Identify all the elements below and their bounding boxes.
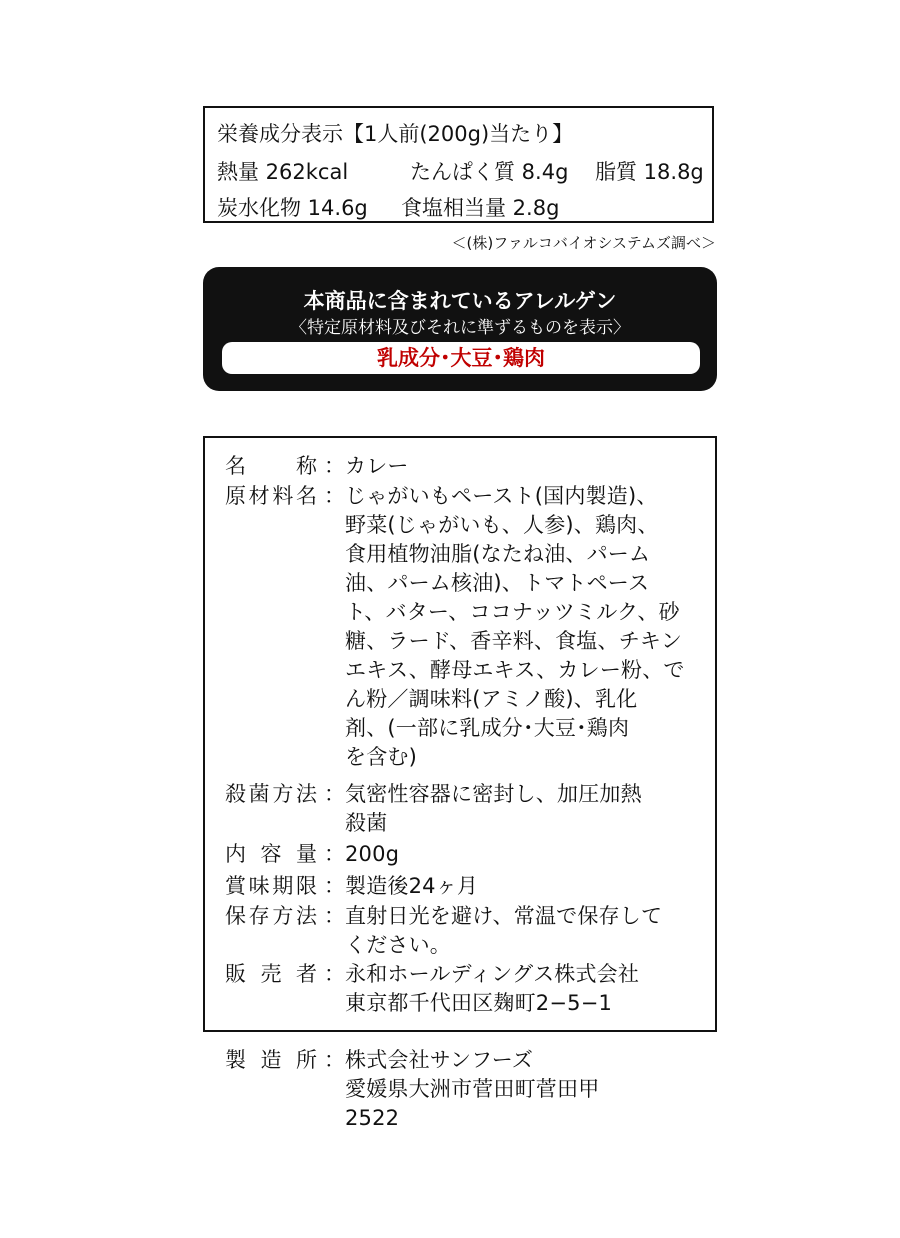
info-colon: ：	[324, 962, 345, 986]
manufacturer-colon: ：	[324, 1048, 345, 1072]
info-label: 賞 味 期 限	[225, 874, 317, 898]
manufacturer-value: 株式会社サンフーズ 愛媛県大洲市菅田町菅田甲 2522	[345, 1048, 600, 1130]
nutrition-protein: たんぱく質 8.4g	[410, 160, 569, 184]
info-value: 200g	[345, 842, 400, 866]
allergen-subtitle: 〈特定原材料及びそれに準ずるものを表示〉	[290, 318, 630, 338]
allergen-title: 本商品に含まれているアレルゲン	[303, 289, 617, 313]
info-label: 内 容 量	[225, 842, 317, 866]
info-value: 気密性容器に密封し、加圧加熱 殺菌	[345, 782, 642, 835]
info-label: 販 売 者	[225, 962, 317, 986]
info-label: 名 称	[225, 454, 317, 478]
info-colon: ：	[324, 484, 345, 508]
info-colon: ：	[324, 874, 345, 898]
info-value: カレー	[345, 454, 409, 478]
info-value: 製造後24ヶ月	[345, 874, 479, 898]
info-value: 直射日光を避け、常温で保存して ください。	[345, 904, 663, 957]
nutrition-salt: 食塩相当量 2.8g	[401, 196, 560, 220]
nutrition-heading: 栄養成分表示【1人前(200g)当たり】	[217, 122, 574, 146]
info-label: 殺 菌 方 法	[225, 782, 317, 806]
nutrition-facts-box	[203, 106, 714, 223]
info-label: 保 存 方 法	[225, 904, 317, 928]
info-colon: ：	[324, 842, 345, 866]
product-info-box	[203, 436, 717, 1032]
info-colon: ：	[324, 454, 345, 478]
analysis-source: ＜(株)ファルコバイオシステムズ調べ＞	[451, 234, 716, 252]
nutrition-carbs: 炭水化物 14.6g	[217, 196, 368, 220]
allergen-list: 乳成分･大豆･鶏肉	[222, 342, 700, 374]
info-value: 永和ホールディングス株式会社 東京都千代田区麹町2−5−1	[345, 962, 640, 1015]
nutrition-energy: 熱量 262kcal	[217, 160, 349, 184]
info-colon: ：	[324, 782, 345, 806]
manufacturer-label: 製 造 所	[225, 1048, 317, 1072]
info-value: じゃがいもペースト(国内製造)、 野菜(じゃがいも、人参)、鶏肉、 食用植物油脂(なたね油、パーム 油、パーム核油)、トマトペース ト、バター、ココナッツミルク、砂 糖、ラード、香辛料、食塩、チキン エキス、酵母エキス、カレー粉、で ん粉／調味料(アミノ酸)、乳化 剤、(一部に乳成分･大豆･鶏肉 を含む)	[345, 484, 685, 769]
info-label: 原 材 料 名	[225, 484, 317, 508]
info-colon: ：	[324, 904, 345, 928]
allergen-panel	[203, 267, 717, 391]
nutrition-fat: 脂質 18.8g	[595, 160, 704, 184]
